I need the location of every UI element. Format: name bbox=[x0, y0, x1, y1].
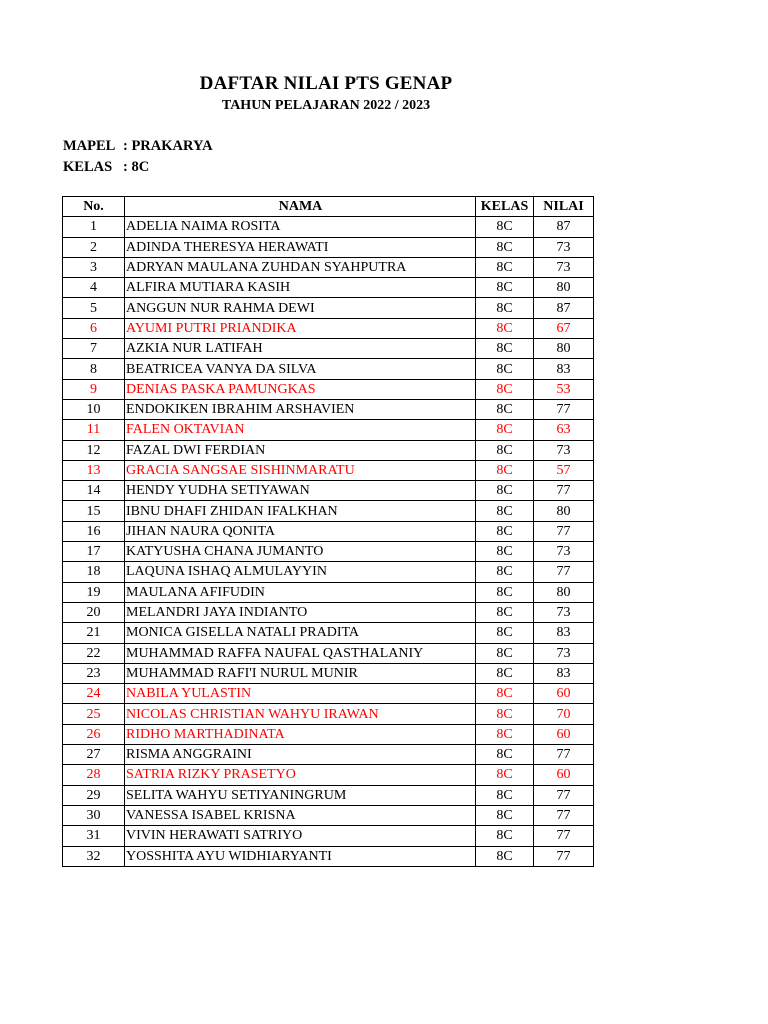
header-nama: NAMA bbox=[125, 197, 476, 217]
cell-nilai: 77 bbox=[534, 846, 594, 866]
cell-nama: NICOLAS CHRISTIAN WAHYU IRAWAN bbox=[125, 704, 476, 724]
cell-no: 9 bbox=[63, 379, 125, 399]
cell-nilai: 73 bbox=[534, 440, 594, 460]
kelas-label: KELAS bbox=[63, 159, 113, 175]
header-nilai: NILAI bbox=[534, 197, 594, 217]
table-row bbox=[63, 805, 594, 825]
table-row bbox=[63, 785, 594, 805]
cell-nama: IBNU DHAFI ZHIDAN IFALKHAN bbox=[125, 501, 476, 521]
cell-kelas: 8C bbox=[476, 643, 534, 663]
cell-no: 17 bbox=[63, 542, 125, 562]
table-body bbox=[63, 217, 594, 867]
table-row bbox=[63, 542, 594, 562]
cell-nilai: 53 bbox=[534, 379, 594, 399]
cell-nama: JIHAN NAURA QONITA bbox=[125, 521, 476, 541]
cell-no: 5 bbox=[63, 298, 125, 318]
cell-kelas: 8C bbox=[476, 399, 534, 419]
table-row bbox=[63, 460, 594, 480]
table-row bbox=[63, 562, 594, 582]
cell-nama: DENIAS PASKA PAMUNGKAS bbox=[125, 379, 476, 399]
table-row bbox=[63, 846, 594, 866]
cell-nama: BEATRICEA VANYA DA SILVA bbox=[125, 359, 476, 379]
cell-nama: KATYUSHA CHANA JUMANTO bbox=[125, 542, 476, 562]
cell-nilai: 80 bbox=[534, 582, 594, 602]
table-row bbox=[63, 217, 594, 237]
cell-nama: SATRIA RIZKY PRASETYO bbox=[125, 765, 476, 785]
cell-kelas: 8C bbox=[476, 257, 534, 277]
table-row bbox=[63, 257, 594, 277]
table-row bbox=[63, 724, 594, 744]
cell-no: 6 bbox=[63, 318, 125, 338]
cell-nama: FAZAL DWI FERDIAN bbox=[125, 440, 476, 460]
cell-nilai: 87 bbox=[534, 298, 594, 318]
cell-no: 12 bbox=[63, 440, 125, 460]
table-row bbox=[63, 298, 594, 318]
cell-nilai: 77 bbox=[534, 399, 594, 419]
cell-nilai: 83 bbox=[534, 359, 594, 379]
table-row bbox=[63, 602, 594, 622]
cell-nama: GRACIA SANGSAE SISHINMARATU bbox=[125, 460, 476, 480]
cell-nilai: 83 bbox=[534, 663, 594, 683]
cell-kelas: 8C bbox=[476, 501, 534, 521]
cell-no: 28 bbox=[63, 765, 125, 785]
cell-kelas: 8C bbox=[476, 805, 534, 825]
cell-nama: SELITA WAHYU SETIYANINGRUM bbox=[125, 785, 476, 805]
cell-nama: YOSSHITA AYU WIDHIARYANTI bbox=[125, 846, 476, 866]
cell-nama: ADRYAN MAULANA ZUHDAN SYAHPUTRA bbox=[125, 257, 476, 277]
cell-kelas: 8C bbox=[476, 359, 534, 379]
cell-nama: HENDY YUDHA SETIYAWAN bbox=[125, 481, 476, 501]
cell-kelas: 8C bbox=[476, 724, 534, 744]
cell-nama: MUHAMMAD RAFI'I NURUL MUNIR bbox=[125, 663, 476, 683]
cell-kelas: 8C bbox=[476, 217, 534, 237]
table-row bbox=[63, 318, 594, 338]
cell-nama: ANGGUN NUR RAHMA DEWI bbox=[125, 298, 476, 318]
cell-kelas: 8C bbox=[476, 237, 534, 257]
cell-nilai: 73 bbox=[534, 602, 594, 622]
cell-kelas: 8C bbox=[476, 339, 534, 359]
cell-no: 32 bbox=[63, 846, 125, 866]
cell-no: 4 bbox=[63, 278, 125, 298]
cell-kelas: 8C bbox=[476, 379, 534, 399]
cell-no: 27 bbox=[63, 745, 125, 765]
cell-nilai: 77 bbox=[534, 826, 594, 846]
cell-no: 26 bbox=[63, 724, 125, 744]
table-header-row bbox=[63, 197, 594, 217]
cell-kelas: 8C bbox=[476, 562, 534, 582]
table-row bbox=[63, 704, 594, 724]
cell-kelas: 8C bbox=[476, 704, 534, 724]
table-row bbox=[63, 826, 594, 846]
cell-kelas: 8C bbox=[476, 765, 534, 785]
cell-no: 13 bbox=[63, 460, 125, 480]
document-title: DAFTAR NILAI PTS GENAP bbox=[199, 73, 453, 94]
cell-kelas: 8C bbox=[476, 582, 534, 602]
cell-kelas: 8C bbox=[476, 623, 534, 643]
document-subtitle: TAHUN PELAJARAN 2022 / 2023 bbox=[221, 98, 431, 113]
cell-nilai: 63 bbox=[534, 420, 594, 440]
cell-nilai: 60 bbox=[534, 684, 594, 704]
cell-nilai: 80 bbox=[534, 339, 594, 359]
cell-nilai: 77 bbox=[534, 805, 594, 825]
cell-kelas: 8C bbox=[476, 481, 534, 501]
cell-kelas: 8C bbox=[476, 785, 534, 805]
cell-no: 25 bbox=[63, 704, 125, 724]
cell-no: 10 bbox=[63, 399, 125, 419]
grades-table bbox=[62, 196, 594, 867]
cell-no: 14 bbox=[63, 481, 125, 501]
table-row bbox=[63, 420, 594, 440]
header-no: No. bbox=[63, 197, 125, 217]
cell-no: 15 bbox=[63, 501, 125, 521]
kelas-line bbox=[63, 157, 149, 177]
table-row bbox=[63, 379, 594, 399]
cell-no: 8 bbox=[63, 359, 125, 379]
table-row bbox=[63, 765, 594, 785]
cell-nilai: 87 bbox=[534, 217, 594, 237]
cell-nilai: 73 bbox=[534, 257, 594, 277]
cell-nilai: 80 bbox=[534, 278, 594, 298]
cell-nilai: 77 bbox=[534, 785, 594, 805]
cell-kelas: 8C bbox=[476, 460, 534, 480]
cell-kelas: 8C bbox=[476, 521, 534, 541]
table-row bbox=[63, 399, 594, 419]
mapel-line bbox=[63, 136, 213, 156]
cell-kelas: 8C bbox=[476, 602, 534, 622]
cell-kelas: 8C bbox=[476, 542, 534, 562]
cell-nilai: 73 bbox=[534, 542, 594, 562]
cell-no: 29 bbox=[63, 785, 125, 805]
cell-nama: VANESSA ISABEL KRISNA bbox=[125, 805, 476, 825]
cell-nilai: 80 bbox=[534, 501, 594, 521]
cell-no: 2 bbox=[63, 237, 125, 257]
cell-no: 30 bbox=[63, 805, 125, 825]
table-row bbox=[63, 359, 594, 379]
cell-nama: NABILA YULASTIN bbox=[125, 684, 476, 704]
table-row bbox=[63, 339, 594, 359]
cell-nilai: 73 bbox=[534, 643, 594, 663]
cell-kelas: 8C bbox=[476, 420, 534, 440]
cell-no: 16 bbox=[63, 521, 125, 541]
cell-nilai: 60 bbox=[534, 765, 594, 785]
cell-no: 19 bbox=[63, 582, 125, 602]
cell-nilai: 67 bbox=[534, 318, 594, 338]
cell-no: 3 bbox=[63, 257, 125, 277]
kelas-value: : 8C bbox=[123, 159, 150, 175]
table-row bbox=[63, 481, 594, 501]
table-row bbox=[63, 582, 594, 602]
cell-kelas: 8C bbox=[476, 663, 534, 683]
table-row bbox=[63, 278, 594, 298]
cell-nama: MELANDRI JAYA INDIANTO bbox=[125, 602, 476, 622]
cell-nilai: 77 bbox=[534, 521, 594, 541]
cell-nilai: 77 bbox=[534, 562, 594, 582]
cell-kelas: 8C bbox=[476, 298, 534, 318]
header-kelas: KELAS bbox=[476, 197, 534, 217]
cell-no: 11 bbox=[63, 420, 125, 440]
mapel-label: MAPEL bbox=[63, 138, 116, 154]
mapel-value: : PRAKARYA bbox=[123, 138, 213, 154]
cell-no: 31 bbox=[63, 826, 125, 846]
cell-kelas: 8C bbox=[476, 440, 534, 460]
cell-nama: ADELIA NAIMA ROSITA bbox=[125, 217, 476, 237]
cell-kelas: 8C bbox=[476, 278, 534, 298]
cell-kelas: 8C bbox=[476, 826, 534, 846]
cell-no: 1 bbox=[63, 217, 125, 237]
cell-kelas: 8C bbox=[476, 684, 534, 704]
cell-nama: ADINDA THERESYA HERAWATI bbox=[125, 237, 476, 257]
cell-nilai: 77 bbox=[534, 481, 594, 501]
cell-no: 23 bbox=[63, 663, 125, 683]
cell-nama: MONICA GISELLA NATALI PRADITA bbox=[125, 623, 476, 643]
cell-no: 21 bbox=[63, 623, 125, 643]
cell-nama: VIVIN HERAWATI SATRIYO bbox=[125, 826, 476, 846]
cell-no: 24 bbox=[63, 684, 125, 704]
cell-nilai: 77 bbox=[534, 745, 594, 765]
cell-nama: FALEN OKTAVIAN bbox=[125, 420, 476, 440]
cell-nilai: 70 bbox=[534, 704, 594, 724]
cell-kelas: 8C bbox=[476, 745, 534, 765]
cell-kelas: 8C bbox=[476, 318, 534, 338]
cell-nilai: 83 bbox=[534, 623, 594, 643]
table-row bbox=[63, 684, 594, 704]
cell-nama: AZKIA NUR LATIFAH bbox=[125, 339, 476, 359]
cell-no: 22 bbox=[63, 643, 125, 663]
table-row bbox=[63, 501, 594, 521]
table-row bbox=[63, 521, 594, 541]
cell-no: 18 bbox=[63, 562, 125, 582]
cell-nilai: 73 bbox=[534, 237, 594, 257]
cell-nama: ALFIRA MUTIARA KASIH bbox=[125, 278, 476, 298]
cell-nilai: 60 bbox=[534, 724, 594, 744]
cell-kelas: 8C bbox=[476, 846, 534, 866]
table-row bbox=[63, 663, 594, 683]
cell-nama: MUHAMMAD RAFFA NAUFAL QASTHALANIY bbox=[125, 643, 476, 663]
table-row bbox=[63, 623, 594, 643]
cell-nama: RISMA ANGGRAINI bbox=[125, 745, 476, 765]
cell-no: 20 bbox=[63, 602, 125, 622]
cell-nama: AYUMI PUTRI PRIANDIKA bbox=[125, 318, 476, 338]
cell-nama: RIDHO MARTHADINATA bbox=[125, 724, 476, 744]
cell-nama: MAULANA AFIFUDIN bbox=[125, 582, 476, 602]
table-row bbox=[63, 643, 594, 663]
cell-no: 7 bbox=[63, 339, 125, 359]
cell-nama: ENDOKIKEN IBRAHIM ARSHAVIEN bbox=[125, 399, 476, 419]
cell-nama: LAQUNA ISHAQ ALMULAYYIN bbox=[125, 562, 476, 582]
table-row bbox=[63, 237, 594, 257]
table-row bbox=[63, 745, 594, 765]
table-row bbox=[63, 440, 594, 460]
cell-nilai: 57 bbox=[534, 460, 594, 480]
